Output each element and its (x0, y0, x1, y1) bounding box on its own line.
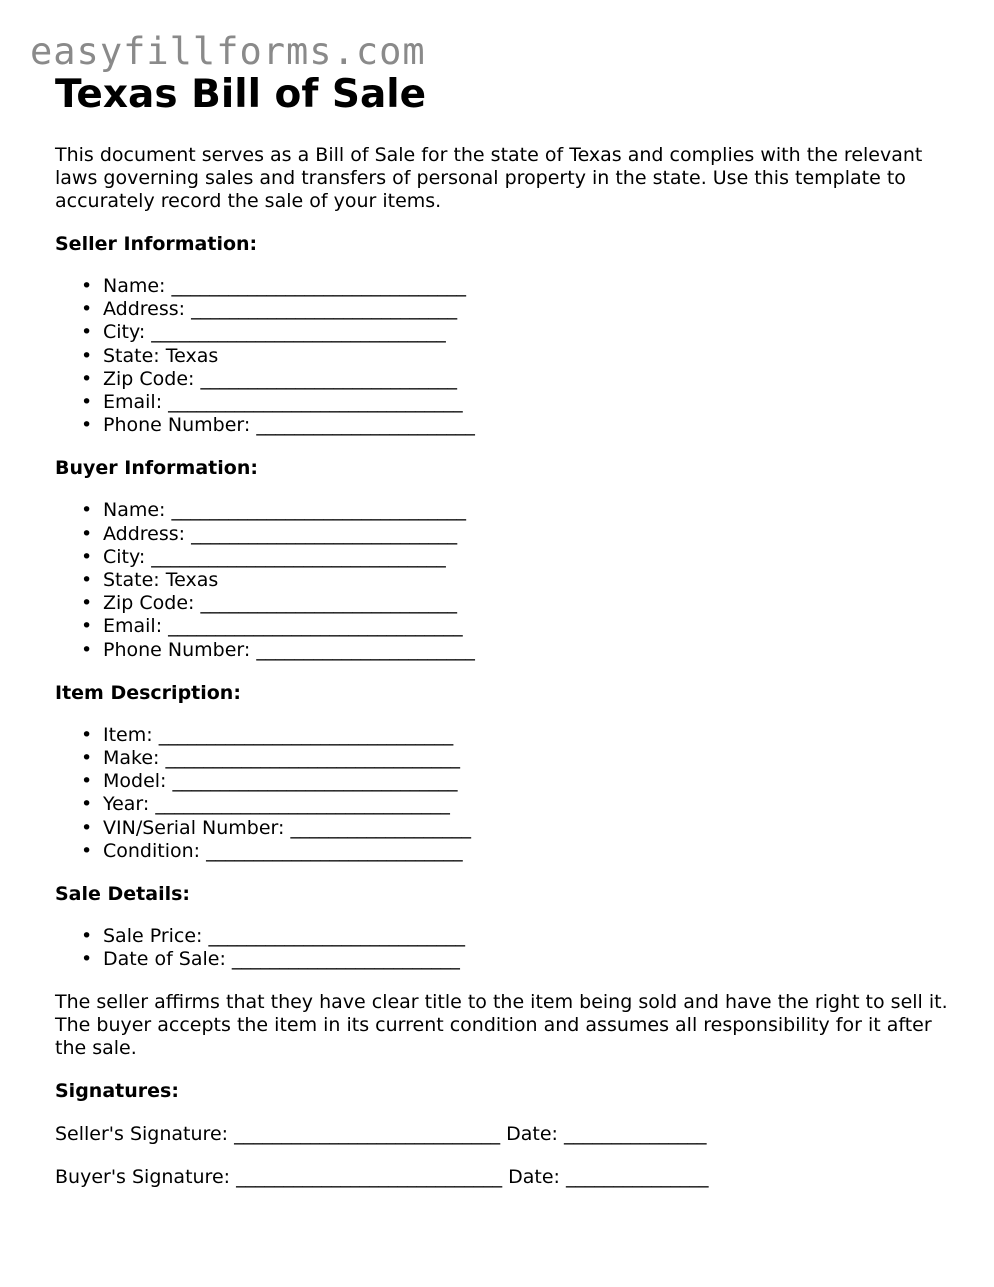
intro-paragraph: This document serves as a Bill of Sale for the state of Texas and complies with the relevant laws governing sales and transfers of personal property in the state. Use this template to accurately record the sale of your items. (55, 144, 923, 212)
item-make-field[interactable] (81, 747, 955, 770)
bullet: • (81, 414, 93, 437)
buyer-city-field[interactable] (81, 546, 955, 569)
field-text: Zip Code: ___________________________ (103, 592, 457, 615)
seller-address-field[interactable] (81, 298, 955, 321)
bullet: • (81, 499, 93, 522)
document-title: Texas Bill of Sale (55, 72, 427, 117)
item-section-heading: Item Description: (55, 681, 241, 704)
bullet: • (81, 793, 93, 816)
field-text: Phone Number: _______________________ (103, 638, 475, 661)
buyer-zip-field[interactable] (81, 592, 955, 615)
affirmation-paragraph: The seller affirms that they have clear title to the item being sold and have the right to sell it. The buyer accepts the item in its current condition and assumes all responsibility for it after the sale. (55, 991, 948, 1060)
buyer-phone-field[interactable] (81, 639, 955, 662)
field-text: Phone Number: _______________________ (103, 414, 475, 437)
buyer-address-field[interactable] (81, 523, 955, 546)
seller-section-heading: Seller Information: (55, 233, 258, 255)
sale-section-heading: Sale Details: (55, 883, 191, 906)
bullet: • (81, 948, 93, 971)
field-text: City: _______________________________ (103, 545, 446, 568)
sale-field-list (55, 925, 955, 971)
bullet: • (81, 367, 93, 390)
field-text: Item: _______________________________ (103, 723, 454, 746)
document-page (55, 72, 955, 1189)
field-text: Sale Price: ___________________________ (103, 925, 466, 948)
field-text: Name: _______________________________ (103, 275, 466, 297)
item-model-field[interactable] (81, 770, 955, 793)
bullet: • (81, 723, 93, 746)
seller-email-field[interactable] (81, 391, 955, 414)
bullet: • (81, 925, 93, 948)
sale-price-field[interactable] (81, 925, 955, 948)
bullet: • (81, 770, 93, 793)
bullet: • (81, 344, 93, 367)
buyer-signature-line[interactable]: Buyer's Signature: ____________________________ Date: _______________ (55, 1166, 709, 1189)
buyer-state-field (81, 569, 955, 592)
field-text: VIN/Serial Number: ___________________ (103, 816, 471, 839)
buyer-section-heading: Buyer Information: (55, 457, 258, 480)
item-condition-field[interactable] (81, 840, 955, 863)
bullet: • (81, 747, 93, 770)
bullet: • (81, 545, 93, 568)
seller-name-field[interactable] (81, 275, 955, 298)
field-text: Model: ______________________________ (103, 770, 458, 793)
bullet: • (81, 839, 93, 862)
buyer-field-list (55, 499, 955, 661)
signatures-section-heading: Signatures: (55, 1080, 179, 1103)
field-text: Year: _______________________________ (103, 793, 450, 816)
field-text: Make: _______________________________ (103, 747, 460, 770)
bullet: • (81, 615, 93, 638)
bullet: • (81, 569, 93, 592)
field-text: Condition: ___________________________ (103, 839, 463, 862)
field-text: Address: ____________________________ (103, 522, 458, 545)
seller-field-list (55, 275, 955, 437)
buyer-name-field[interactable] (81, 499, 955, 522)
bullet: • (81, 638, 93, 661)
bullet: • (81, 321, 93, 344)
field-text: Zip Code: ___________________________ (103, 367, 457, 390)
item-year-field[interactable] (81, 793, 955, 816)
field-text: City: _______________________________ (103, 321, 446, 344)
field-text: Email: _______________________________ (103, 391, 463, 414)
sale-date-field[interactable] (81, 948, 955, 971)
bullet: • (81, 522, 93, 545)
field-text: State: Texas (103, 569, 219, 592)
bullet: • (81, 298, 93, 321)
seller-zip-field[interactable] (81, 368, 955, 391)
bullet: • (81, 592, 93, 615)
field-text: Name: _______________________________ (103, 499, 466, 522)
field-text: Date of Sale: ________________________ (103, 948, 460, 971)
field-text: Address: ____________________________ (103, 298, 458, 321)
seller-signature-line[interactable]: Seller's Signature: ____________________________ Date: _______________ (55, 1123, 707, 1146)
item-name-field[interactable] (81, 724, 955, 747)
item-vin-field[interactable] (81, 817, 955, 840)
field-text: Email: _______________________________ (103, 615, 463, 638)
bullet: • (81, 275, 93, 297)
seller-phone-field[interactable] (81, 414, 955, 437)
watermark-logo: easyfillforms.com (30, 30, 426, 73)
buyer-email-field[interactable] (81, 615, 955, 638)
bullet: • (81, 391, 93, 414)
seller-state-field (81, 345, 955, 368)
seller-city-field[interactable] (81, 321, 955, 344)
field-text: State: Texas (103, 344, 219, 367)
bullet: • (81, 816, 93, 839)
item-field-list (55, 724, 955, 863)
